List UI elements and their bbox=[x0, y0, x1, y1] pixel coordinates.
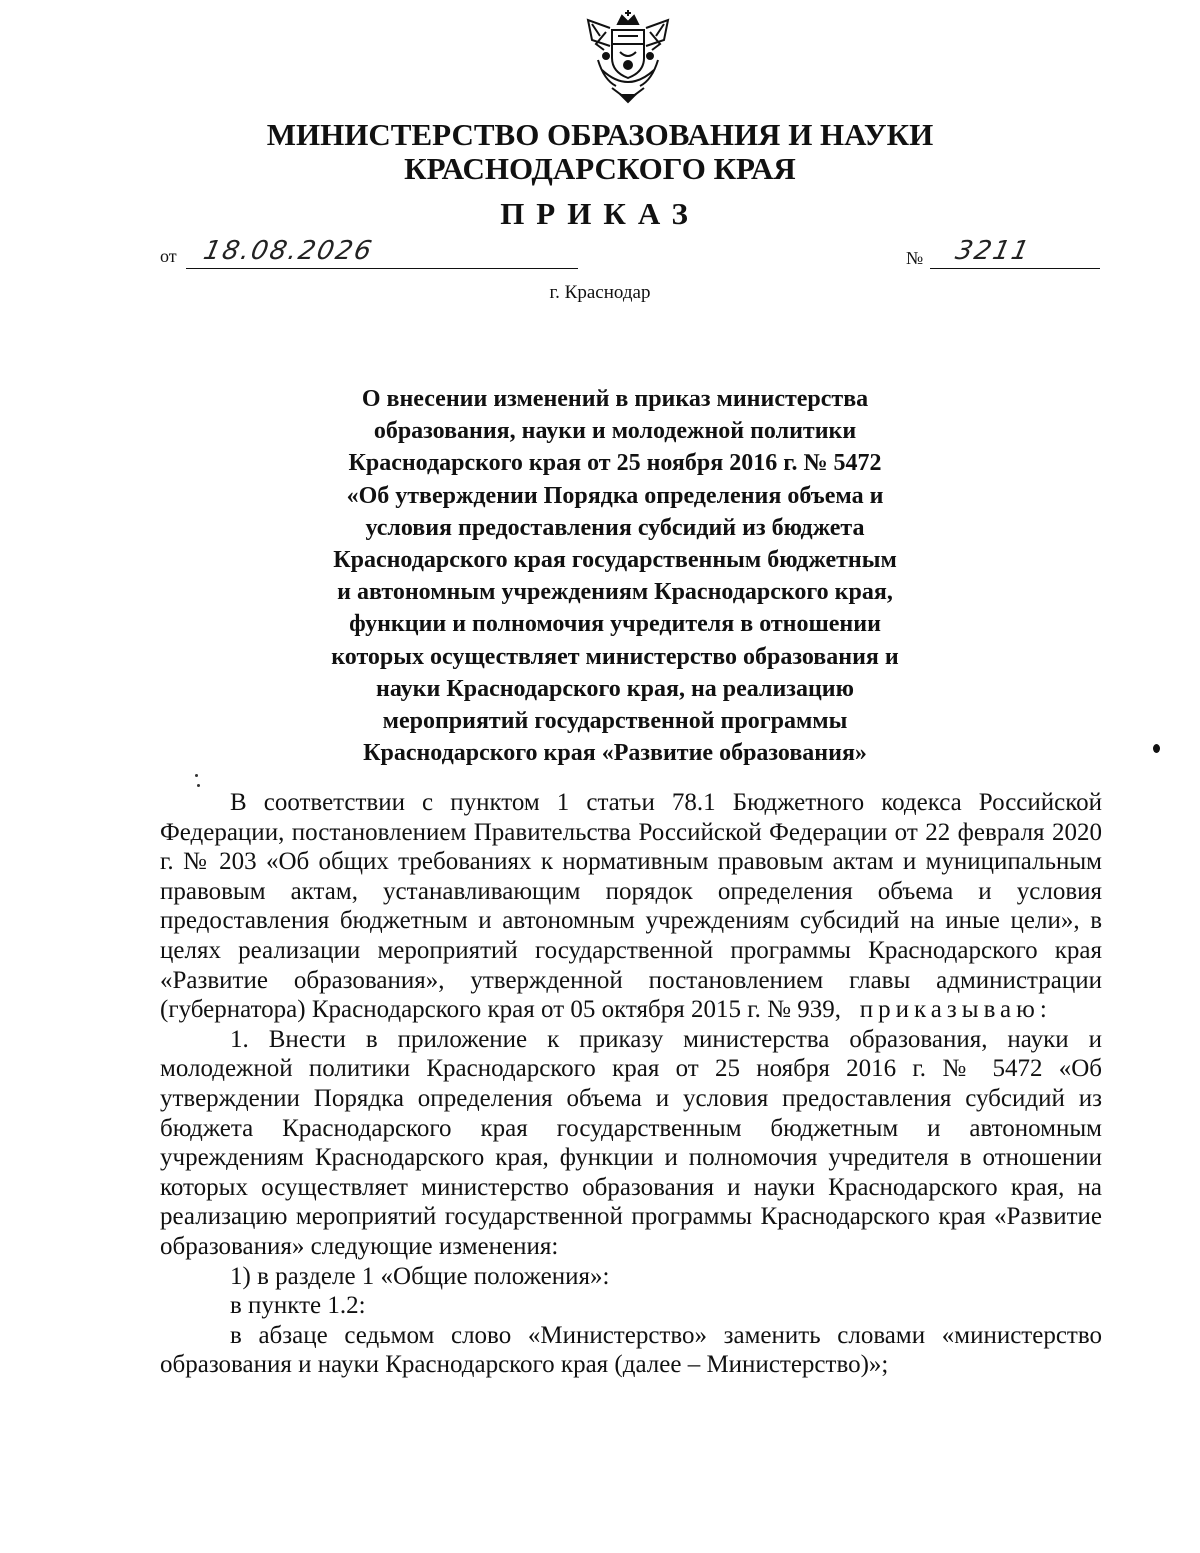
order-word: приказываю: bbox=[859, 996, 1052, 1024]
city: г. Краснодар bbox=[549, 282, 651, 303]
number-underline bbox=[930, 268, 1100, 269]
preamble-text: В соответствии с пунктом 1 статьи 78.1 Бюджетного кодекса Российской Федерации, постановлением Правительства Российской Федерации от 22 февраля 2020 г. № 203 «Об общих требованиях к нормативным правовым актам и муниципальным правовым актам, устанавливающим порядок определения объема и условия предоставления бюджетным и автономным учреждениям субсидий на иные цели», в целях реализации мероприятий государственной программы Краснодарского края «Развитие образования», утвержденной постановлением главы администрации (губернатора) Краснодарского края от 05 октября 2015 г. № 939, bbox=[160, 789, 1102, 1024]
ministry-name bbox=[0, 118, 1200, 186]
order-number: 3211 bbox=[952, 236, 1034, 266]
subject-line: науки Краснодарского края, на реализацию bbox=[376, 675, 854, 702]
subitem-paragraph: в абзаце седьмом слово «Министерство» заменить словами «министерство образования и науки Краснодарского края (далее – Министерство)»; bbox=[160, 1321, 1102, 1379]
subject-line: которых осуществляет министерство образования и bbox=[331, 643, 899, 670]
scan-speck bbox=[1153, 744, 1160, 753]
document-type: ПРИКАЗ bbox=[500, 196, 700, 231]
order-body bbox=[160, 788, 1102, 1380]
number-prefix: № bbox=[906, 248, 924, 268]
preamble-paragraph bbox=[160, 788, 1102, 1025]
date-number-row bbox=[160, 232, 1100, 272]
date-underline bbox=[186, 268, 578, 269]
subject-line: мероприятий государственной программы bbox=[382, 708, 848, 735]
subject-line: и автономным учреждениям Краснодарского края, bbox=[337, 579, 893, 606]
subject-line: функции и полномочия учредителя в отношении bbox=[349, 611, 881, 638]
date-prefix: от bbox=[160, 246, 177, 266]
coat-of-arms-icon bbox=[582, 10, 674, 104]
item-1-paragraph: 1. Внести в приложение к приказу министерства образования, науки и молодежной политики Краснодарского края от 25 ноября 2016 г. № 5472 «Об утверждении Порядка определения объема и условия предоставления субсидий из бюджета Краснодарского края государственным бюджетным и автономным учреждениям Краснодарского края, функции и полномочия учредителя в отношении которых осуществляет министерство образования и науки Краснодарского края, на реализацию мероприятий государственной программы Краснодарского края «Развитие образования» следующие изменения: bbox=[160, 1025, 1102, 1260]
ministry-name-line1: МИНИСТЕРСТВО ОБРАЗОВАНИЯ И НАУКИ bbox=[266, 117, 934, 152]
scan-speck bbox=[197, 784, 200, 787]
scan-speck bbox=[195, 774, 198, 777]
subitem-paragraph: в пункте 1.2: bbox=[230, 1292, 366, 1320]
subject-line: «Об утверждении Порядка определения объема и bbox=[346, 482, 884, 509]
order-subject bbox=[260, 383, 970, 769]
subitem-paragraph: 1) в разделе 1 «Общие положения»: bbox=[230, 1262, 610, 1290]
subject-line: Краснодарского края государственным бюджетным bbox=[333, 547, 897, 574]
subject-line: О внесении изменений в приказ министерства bbox=[361, 386, 869, 412]
order-date: 18.08.2026 bbox=[200, 236, 377, 266]
subject-line: условия предоставления субсидий из бюджета bbox=[365, 514, 865, 541]
subject-line: образования, науки и молодежной политики bbox=[373, 418, 857, 445]
subject-line: Краснодарского края от 25 ноября 2016 г. № 5472 bbox=[348, 450, 882, 477]
subject-line: Краснодарского края «Развитие образования» bbox=[363, 740, 867, 767]
ministry-name-line2: КРАСНОДАРСКОГО КРАЯ bbox=[404, 151, 796, 186]
